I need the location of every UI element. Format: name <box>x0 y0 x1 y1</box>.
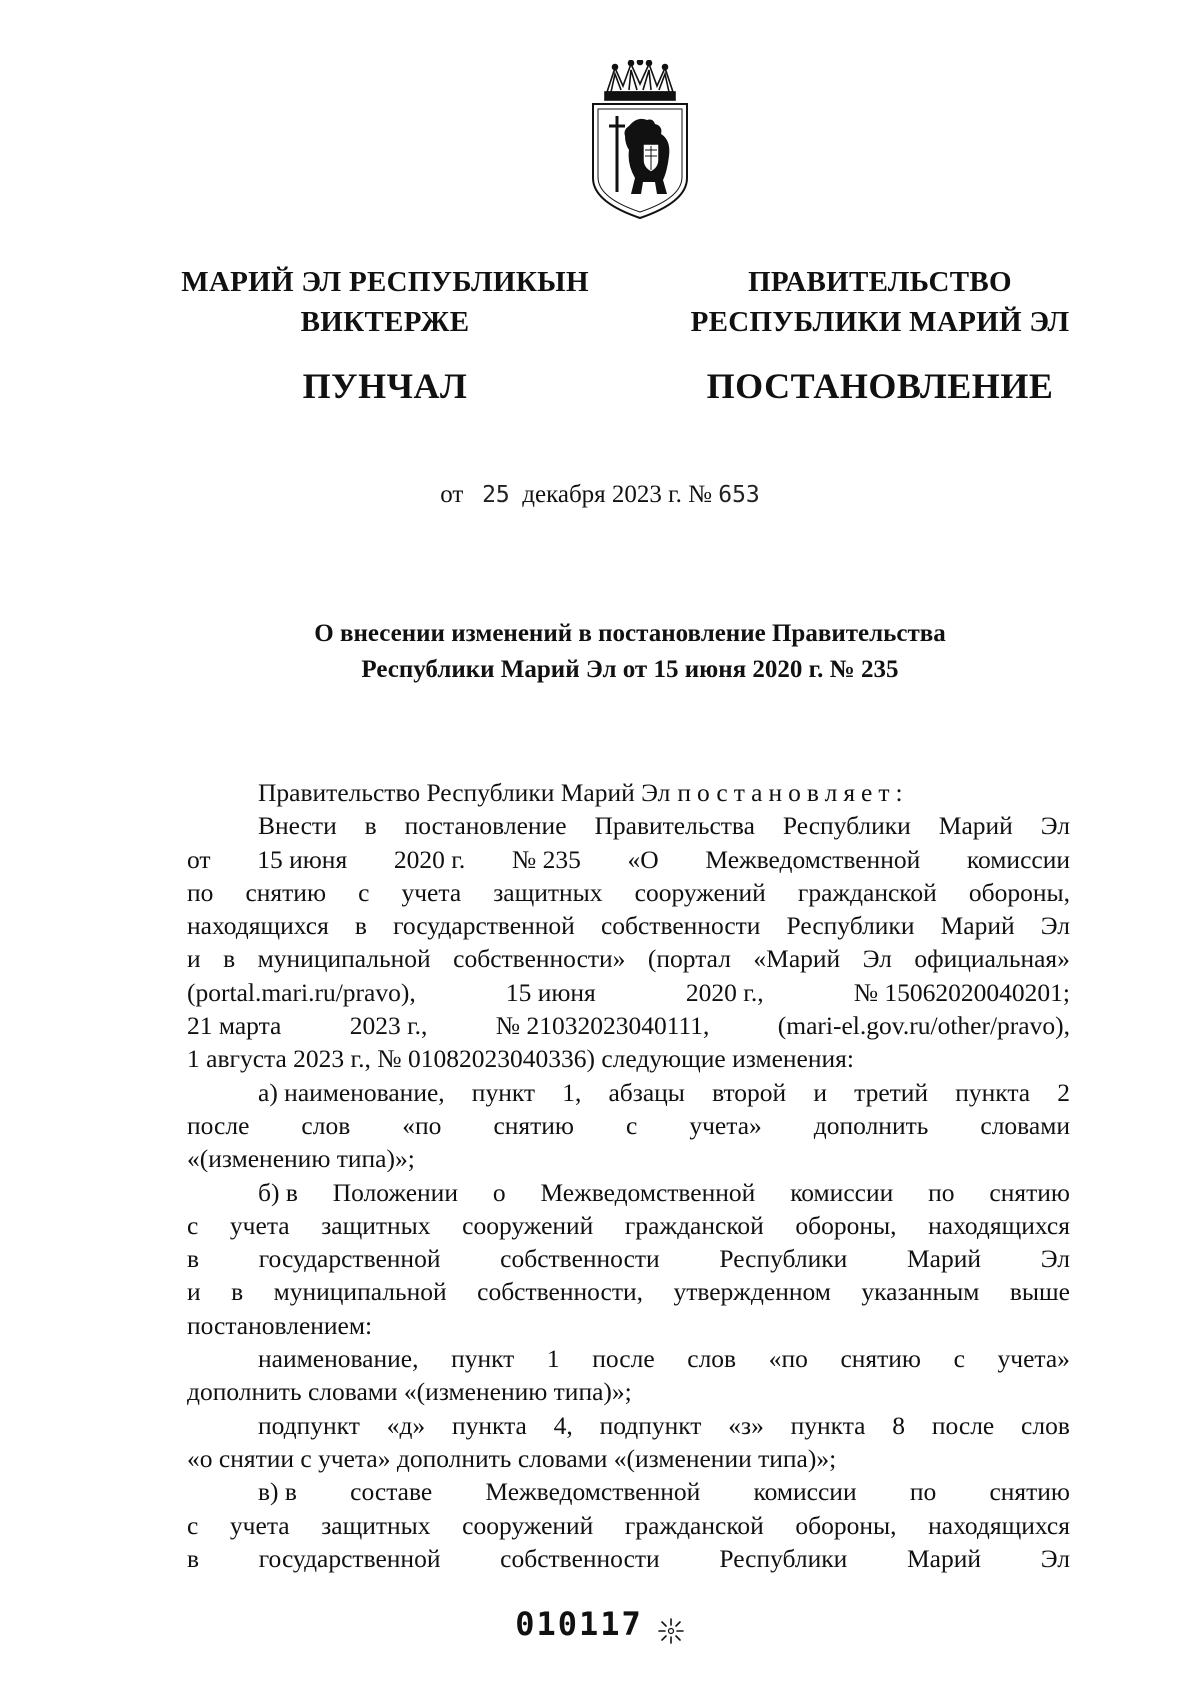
body-word: постановление <box>404 811 567 841</box>
body-word: абзацы <box>608 1077 685 1107</box>
body-word: «по <box>402 1110 442 1140</box>
body-word: и <box>187 944 201 974</box>
body-word: гражданской <box>797 877 937 907</box>
body-word: находящихся <box>928 1510 1070 1540</box>
header-mari-block <box>175 262 595 408</box>
body-line <box>187 1176 1070 1209</box>
body-line <box>187 809 1070 842</box>
body-word: комиссии <box>966 844 1070 874</box>
body-line <box>187 1109 1070 1142</box>
body-word: б) в <box>258 1177 298 1207</box>
body-word: (портал <box>647 944 731 974</box>
body-line <box>187 1009 1070 1042</box>
body-line <box>187 1509 1070 1542</box>
document-body <box>187 776 1070 1575</box>
body-word: словами <box>980 1110 1070 1140</box>
body-line <box>187 1275 1070 1308</box>
title-line-1: О внесении изменений в постановление Правительства <box>314 620 946 647</box>
body-word: в <box>223 944 236 974</box>
body-line <box>187 1142 1070 1175</box>
body-word: Эл <box>1040 1244 1070 1274</box>
body-word: снятию <box>840 1344 921 1374</box>
body-line <box>187 1076 1070 1109</box>
body-word: 21 марта <box>187 1011 282 1041</box>
date-month-year: декабря 2023 г. № <box>522 481 712 508</box>
body-word: пункт <box>471 1077 536 1107</box>
body-line <box>187 876 1070 909</box>
body-word: 15 июня <box>257 844 348 874</box>
body-word: 2020 г. <box>393 844 466 874</box>
body-word: собственности <box>500 1543 660 1573</box>
body-word: третий <box>854 1077 929 1107</box>
body-word: учета <box>401 877 462 907</box>
body-word: слов <box>687 1344 737 1374</box>
body-word: второй <box>712 1077 787 1107</box>
body-word: утвержденном <box>673 1277 831 1307</box>
body-word: гражданской <box>624 1210 764 1240</box>
body-word: с <box>953 1344 965 1374</box>
body-lines <box>187 809 1070 1575</box>
header-left-line2: ВИКТЕРЖЕ <box>300 306 470 338</box>
body-word: пункт <box>451 1344 515 1374</box>
body-word: Эл <box>1040 911 1070 941</box>
header-russian-block <box>670 262 1090 408</box>
body-word: Межведомственной <box>540 1177 756 1207</box>
body-word: после <box>931 1410 995 1440</box>
page-footer <box>0 1605 1200 1645</box>
body-word: «Марий <box>753 944 841 974</box>
body-word: собственности, <box>477 1277 643 1307</box>
body-line <box>187 1375 1070 1408</box>
body-word: собственности» <box>453 944 626 974</box>
body-word: гражданской <box>624 1510 764 1540</box>
body-word: а) наименование, <box>258 1077 445 1107</box>
body-word: сооружений <box>634 877 766 907</box>
body-word: с <box>187 1510 199 1540</box>
body-line <box>187 1442 1070 1475</box>
body-word: дополнить словами «(изменению типа)»; <box>187 1377 632 1407</box>
body-word: государственной <box>393 911 575 941</box>
body-word: в <box>364 811 377 841</box>
body-word: сооружений <box>462 1210 594 1240</box>
body-word: (mari-el.gov.ru/other/pravo), <box>777 1011 1070 1041</box>
body-word: защитных <box>321 1210 431 1240</box>
body-word: Межведомственной <box>705 844 921 874</box>
body-word: официальная» <box>914 944 1070 974</box>
body-word: № 15062020040201; <box>853 977 1070 1007</box>
body-word: Республики <box>782 811 911 841</box>
body-line <box>187 1542 1070 1575</box>
body-word: 15 июня <box>505 977 596 1007</box>
body-word: пункта <box>955 1077 1031 1107</box>
body-word: Марий <box>906 1543 982 1573</box>
body-word: с <box>187 1210 199 1240</box>
body-word: с <box>358 877 370 907</box>
body-word: муниципальной <box>273 1277 447 1307</box>
intro-line <box>187 776 1070 809</box>
body-word: снятию <box>989 1177 1070 1207</box>
body-word: дополнить <box>813 1110 929 1140</box>
body-word: защитных <box>493 877 603 907</box>
body-word: указанным <box>861 1277 980 1307</box>
body-line <box>187 976 1070 1009</box>
body-word: Межведомственной <box>485 1477 701 1507</box>
body-word: обороны, <box>795 1210 897 1240</box>
body-word: снятию <box>493 1110 574 1140</box>
body-word: муниципальной <box>257 944 431 974</box>
body-line <box>187 909 1070 942</box>
body-word: находящихся <box>928 1210 1070 1240</box>
body-word: слов <box>1021 1410 1070 1440</box>
body-word: Марий <box>940 911 1015 941</box>
body-word: обороны, <box>968 877 1070 907</box>
body-word: (portal.mari.ru/pravo), <box>187 977 416 1007</box>
body-word: слов <box>301 1110 351 1140</box>
body-word: после <box>592 1344 655 1374</box>
body-word: 2 <box>1057 1077 1070 1107</box>
body-word: после <box>187 1110 250 1140</box>
body-word: в <box>231 1277 244 1307</box>
body-word: защитных <box>321 1510 431 1540</box>
body-word: Эл <box>1040 1543 1070 1573</box>
body-word: сооружений <box>462 1510 594 1540</box>
body-word: составе <box>350 1477 433 1507</box>
body-word: с <box>626 1110 638 1140</box>
header-left-line1: МАРИЙ ЭЛ РЕСПУБЛИКЫН <box>181 266 589 298</box>
body-line <box>187 1342 1070 1375</box>
star-seal-icon <box>657 1617 685 1645</box>
body-word: в <box>187 1543 200 1573</box>
body-line <box>187 1475 1070 1508</box>
body-word: учета <box>229 1510 290 1540</box>
body-word: «о снятии с учета» дополнить словами «(изменении типа)»; <box>187 1443 837 1473</box>
body-word: пункта <box>451 1410 527 1440</box>
body-word: и <box>813 1077 827 1107</box>
body-word: комиссии <box>790 1177 894 1207</box>
body-word: пункта <box>790 1410 866 1440</box>
body-word: выше <box>1009 1277 1070 1307</box>
header-left-doctype: ПУНЧАЛ <box>302 366 468 406</box>
document-title <box>180 616 1080 688</box>
body-word: 1 августа 2023 г., № 01082023040336) следующие изменения: <box>187 1044 854 1074</box>
body-line <box>187 1209 1070 1242</box>
body-word: собственности <box>600 911 761 941</box>
body-word: комиссии <box>753 1477 857 1507</box>
date-prefix: от <box>440 481 464 508</box>
document-date-line <box>0 481 1200 509</box>
body-word: наименование, <box>258 1344 419 1374</box>
body-word: «по <box>768 1344 808 1374</box>
body-word: и <box>187 1277 201 1307</box>
body-word: «О <box>627 844 659 874</box>
body-word: Республики <box>786 911 915 941</box>
body-word: «(изменению типа)»; <box>187 1144 415 1174</box>
body-word: собственности <box>500 1244 660 1274</box>
body-word: Правительства <box>594 811 755 841</box>
body-line <box>187 1042 1070 1075</box>
date-day: 25 <box>482 482 510 508</box>
title-line-2: Республики Марий Эл от 15 июня 2020 г. № 235 <box>361 656 899 683</box>
body-word: Республики <box>719 1543 848 1573</box>
header-right-doctype: ПОСТАНОВЛЕНИЕ <box>706 366 1054 406</box>
body-word: в <box>354 911 367 941</box>
body-word: от <box>187 844 211 874</box>
intro-spaced-verb: постановляет: <box>677 778 909 807</box>
body-line <box>187 942 1070 975</box>
body-word: по <box>928 1177 955 1207</box>
body-word: Республики <box>719 1244 848 1274</box>
body-word: 2020 г., <box>685 977 764 1007</box>
body-word: № 235 <box>511 844 581 874</box>
header-right-line1: ПРАВИТЕЛЬСТВО <box>748 266 1012 298</box>
body-word: Эл <box>1040 811 1070 841</box>
body-word: о <box>492 1177 506 1207</box>
body-word: 4, <box>553 1410 573 1440</box>
body-word: 2023 г., <box>349 1011 428 1041</box>
body-word: 1, <box>562 1077 582 1107</box>
body-word: находящихся <box>187 911 329 941</box>
body-line <box>187 843 1070 876</box>
body-word: 8 <box>892 1410 906 1440</box>
body-word: снятию <box>245 877 327 907</box>
body-word: № 21032023040111, <box>495 1011 710 1041</box>
body-word: в <box>187 1244 200 1274</box>
body-word: Эл <box>862 944 892 974</box>
coat-of-arms-icon <box>585 60 695 220</box>
body-word: государственной <box>258 1543 441 1573</box>
body-word: Положении <box>332 1177 458 1207</box>
body-word: «з» <box>728 1410 764 1440</box>
body-word: Марий <box>938 811 1013 841</box>
body-word: подпункт <box>258 1410 360 1440</box>
body-word: учета» <box>689 1110 762 1140</box>
body-line <box>187 1309 1070 1342</box>
body-word: обороны, <box>795 1510 897 1540</box>
body-word: по <box>909 1477 937 1507</box>
body-line <box>187 1409 1070 1442</box>
body-word: Внести <box>258 811 337 841</box>
body-word: 1 <box>546 1344 560 1374</box>
body-line <box>187 1242 1070 1275</box>
body-word: по <box>187 877 214 907</box>
body-word: в) в <box>258 1477 297 1507</box>
intro-text: Правительство Республики Марий Эл <box>258 778 671 807</box>
body-word: государственной <box>258 1244 441 1274</box>
body-word: постановлением: <box>187 1310 373 1340</box>
header-right-line2: РЕСПУБЛИКИ МАРИЙ ЭЛ <box>690 306 1070 338</box>
serial-number: 010117 <box>515 1605 643 1643</box>
body-word: учета <box>229 1210 290 1240</box>
body-word: учета» <box>997 1344 1070 1374</box>
body-word: «д» <box>386 1410 426 1440</box>
document-number: 653 <box>718 482 760 508</box>
body-word: Марий <box>906 1244 982 1274</box>
body-word: снятию <box>989 1477 1070 1507</box>
body-word: подпункт <box>599 1410 702 1440</box>
